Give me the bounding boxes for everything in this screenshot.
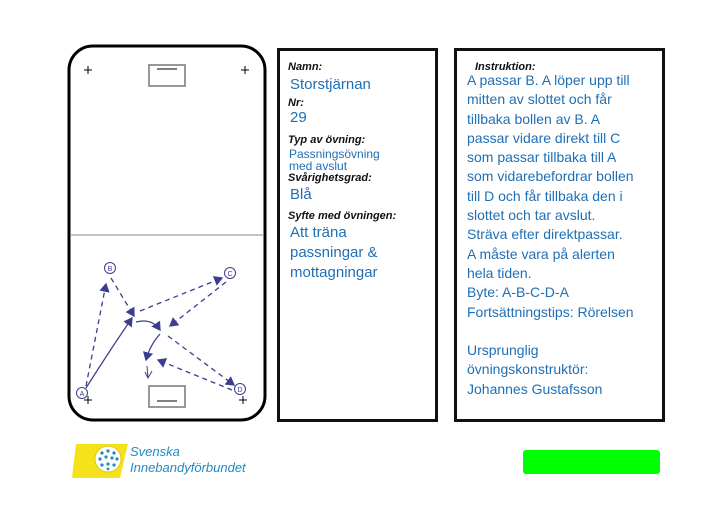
- logo-line2: Innebandyförbundet: [130, 460, 246, 475]
- difficulty-label: Svårighetsgrad:: [288, 172, 372, 184]
- name-value: Storstjärnan: [290, 76, 371, 93]
- goal-bottom: [149, 386, 185, 407]
- green-status-bar: [523, 450, 660, 474]
- exercise-info-panel: [277, 48, 438, 422]
- nr-label: Nr:: [288, 97, 304, 109]
- player-d-label: D: [237, 387, 243, 394]
- goal-top: [149, 65, 185, 86]
- difficulty-value: Blå: [290, 186, 312, 203]
- purpose-label: Syfte med övningen:: [288, 210, 397, 222]
- player-c-label: C: [227, 271, 233, 278]
- rink-diagram: [0, 0, 275, 430]
- instruction-label: Instruktion:: [475, 61, 536, 73]
- logo-text: [130, 444, 246, 476]
- purpose-line3: mottagningar: [290, 264, 378, 281]
- purpose-line1: Att träna: [290, 224, 347, 241]
- player-b-label: B: [107, 266, 113, 273]
- type-value-line2: med avslut: [289, 159, 348, 173]
- instruction-text: A passar B. A löper upp till mitten av slottet och får tillbaka bollen av B. A passar vidare direkt till C som passar tillbaka till A som vidarebefordrar bollen till D och får tillbaka den i slottet och tar avslut. Sträva efter direktpassar. A måste vara på alerten hela tiden. Byte: A-B-C-D-A Fortsättningstips: Rörelsen Ursprunglig övningskonstruktör: Johannes Gustafsson: [467, 72, 634, 397]
- nr-value: 29: [290, 109, 307, 126]
- rink-boards: [69, 46, 265, 420]
- logo-line1: Svenska: [130, 444, 180, 459]
- type-value-line1: Passningsövning: [289, 147, 380, 161]
- player-a-label: A: [79, 391, 85, 398]
- purpose-line2: passningar &: [290, 244, 378, 261]
- name-label: Namn:: [288, 61, 323, 73]
- type-label: Typ av övning:: [288, 134, 366, 146]
- instruction-panel: [454, 48, 665, 422]
